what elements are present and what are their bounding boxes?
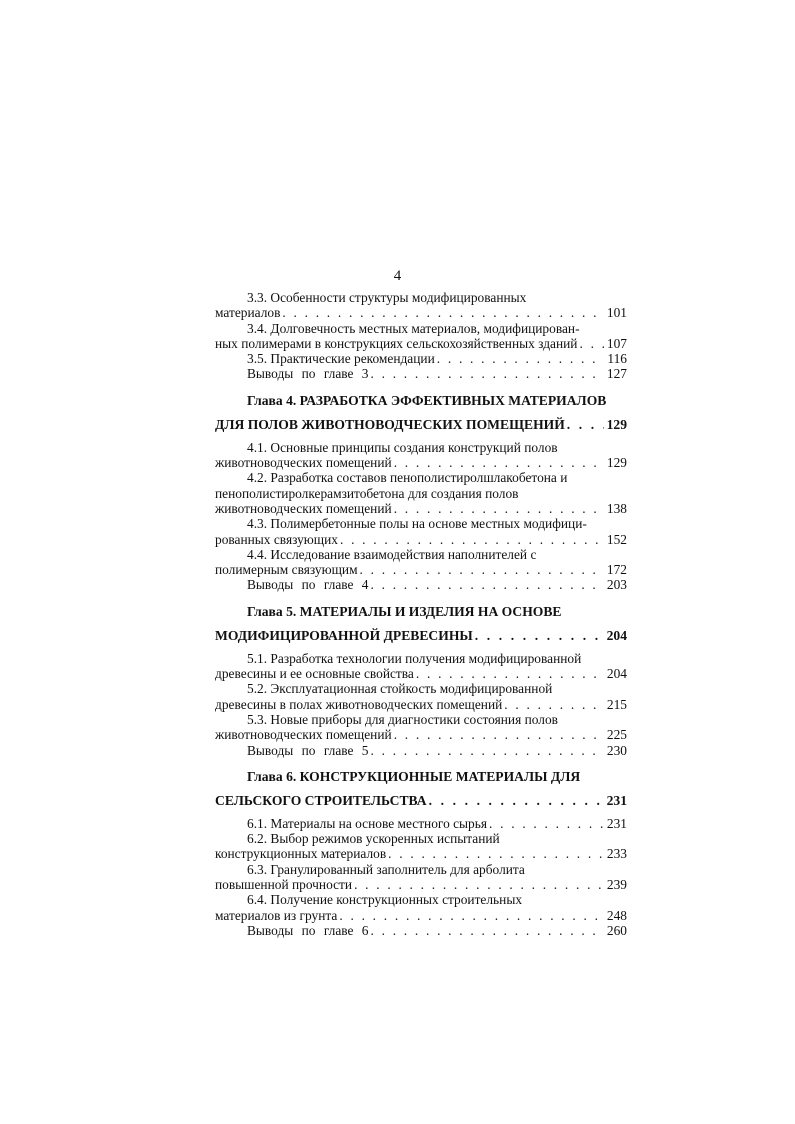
toc-entry-line bbox=[215, 666, 627, 681]
page-ref: 230 bbox=[606, 742, 627, 758]
dot-leader bbox=[394, 501, 604, 516]
entry-text: 5.2. Эксплуатационная стойкость модифицированной bbox=[247, 681, 553, 697]
dot-leader bbox=[354, 877, 604, 892]
toc-section bbox=[215, 603, 627, 758]
entry-text: 6.4. Получение конструкционных строительных bbox=[247, 892, 523, 908]
toc-section bbox=[215, 290, 627, 382]
toc-entry-line bbox=[215, 846, 627, 861]
table-of-contents bbox=[215, 290, 627, 938]
toc-entry-line bbox=[215, 562, 627, 577]
entry-text: 3.5. Практические рекомендации bbox=[247, 351, 435, 367]
toc-entry-line bbox=[215, 877, 627, 892]
page-ref: 204 bbox=[606, 666, 627, 682]
toc-entry-line bbox=[215, 321, 627, 336]
toc-entry-line bbox=[215, 532, 627, 547]
entry-text: животноводческих помещений bbox=[215, 727, 392, 743]
page-ref: 260 bbox=[606, 922, 627, 938]
dot-leader bbox=[371, 366, 604, 381]
entry-text: животноводческих помещений bbox=[215, 455, 392, 471]
page-ref: 129 bbox=[606, 416, 627, 432]
chapter-title-line: Глава 4. РАЗРАБОТКА ЭФФЕКТИВНЫХ МАТЕРИАЛОВ bbox=[247, 392, 607, 408]
page-ref: 172 bbox=[606, 562, 627, 578]
page-ref: 225 bbox=[606, 727, 627, 743]
page-ref: 107 bbox=[606, 335, 627, 351]
dot-leader bbox=[371, 577, 604, 592]
chapter-title-line: Глава 6. КОНСТРУКЦИОННЫЕ МАТЕРИАЛЫ ДЛЯ bbox=[247, 768, 581, 784]
dot-leader bbox=[339, 908, 604, 923]
summary-text: Выводы по главе 3 bbox=[247, 366, 369, 382]
entry-text: 3.4. Долговечность местных материалов, модифицирован- bbox=[247, 320, 580, 336]
dot-leader bbox=[475, 627, 604, 644]
toc-entry-line bbox=[215, 651, 627, 666]
page-ref: 231 bbox=[606, 815, 627, 831]
entry-text: 5.3. Новые приборы для диагностики состояния полов bbox=[247, 711, 558, 727]
page-number: 4 bbox=[393, 268, 402, 284]
toc-entry-line bbox=[215, 547, 627, 562]
chapter-heading-continued bbox=[215, 416, 627, 433]
page-ref: 215 bbox=[606, 696, 627, 712]
chapter-title-line: МОДИФИЦИРОВАННОЙ ДРЕВЕСИНЫ bbox=[215, 627, 473, 643]
dot-leader bbox=[416, 666, 604, 681]
summary-text: Выводы по главе 5 bbox=[247, 742, 369, 758]
toc-entry-line bbox=[215, 501, 627, 516]
page-ref: 233 bbox=[606, 846, 627, 862]
entry-text: 4.4. Исследование взаимодействия наполнителей с bbox=[247, 546, 537, 562]
entry-text: материалов bbox=[215, 305, 281, 321]
toc-entry-line bbox=[215, 470, 627, 485]
toc-entry-line bbox=[215, 908, 627, 923]
toc-entry-line bbox=[215, 712, 627, 727]
entry-text: 4.3. Полимербетонные полы на основе местных модифици- bbox=[247, 516, 587, 532]
chapter-heading bbox=[215, 392, 627, 409]
entry-text: древесины и ее основные свойства bbox=[215, 666, 414, 682]
page-ref: 129 bbox=[606, 455, 627, 471]
entry-text: 4.1. Основные принципы создания конструкций полов bbox=[247, 439, 558, 455]
chapter-summary bbox=[215, 366, 627, 381]
entry-text: 6.1. Материалы на основе местного сырья bbox=[247, 815, 488, 831]
toc-entry-line bbox=[215, 290, 627, 305]
dot-leader bbox=[394, 455, 604, 470]
entry-text: 6.3. Гранулированный заполнитель для арболита bbox=[247, 861, 525, 877]
toc-section bbox=[215, 392, 627, 593]
chapter-summary bbox=[215, 743, 627, 758]
chapter-heading bbox=[215, 603, 627, 620]
entry-text: 4.2. Разработка составов пенополистиролшлакобетона и bbox=[247, 470, 568, 486]
toc-entry-line bbox=[215, 831, 627, 846]
page-ref: 116 bbox=[607, 351, 627, 367]
dot-leader bbox=[504, 697, 604, 712]
chapter-title-line: ДЛЯ ПОЛОВ ЖИВОТНОВОДЧЕСКИХ ПОМЕЩЕНИЙ bbox=[215, 416, 565, 432]
toc-entry-line bbox=[215, 816, 627, 831]
summary-text: Выводы по главе 4 bbox=[247, 577, 369, 593]
dot-leader bbox=[579, 336, 603, 351]
toc-entry-line bbox=[215, 892, 627, 907]
chapter-summary bbox=[215, 923, 627, 938]
dot-leader bbox=[282, 305, 604, 320]
page-ref: 152 bbox=[606, 531, 627, 547]
entry-text: материалов из грунта bbox=[215, 907, 338, 923]
dot-leader bbox=[489, 816, 604, 831]
entry-text: животноводческих помещений bbox=[215, 500, 392, 516]
dot-leader bbox=[360, 562, 604, 577]
chapter-summary bbox=[215, 577, 627, 592]
chapter-heading bbox=[215, 768, 627, 785]
dot-leader bbox=[371, 743, 604, 758]
toc-entry-line bbox=[215, 516, 627, 531]
page-ref: 203 bbox=[606, 577, 627, 593]
toc-entry-line bbox=[215, 862, 627, 877]
toc-entry-line bbox=[215, 455, 627, 470]
dot-leader bbox=[394, 727, 604, 742]
chapter-title-line: Глава 5. МАТЕРИАЛЫ И ИЗДЕЛИЯ НА ОСНОВЕ bbox=[247, 603, 562, 619]
page-ref: 204 bbox=[606, 627, 627, 643]
entry-text: 6.2. Выбор режимов ускоренных испытаний bbox=[247, 831, 500, 847]
page-ref: 231 bbox=[606, 792, 627, 808]
entry-text: пенополистиролкерамзитобетона для создания полов bbox=[215, 485, 519, 501]
page-ref: 101 bbox=[606, 305, 627, 321]
toc-entry-line bbox=[215, 727, 627, 742]
entry-text: полимерным связующим bbox=[215, 562, 358, 578]
toc-entry-line bbox=[215, 681, 627, 696]
toc-entry-line bbox=[215, 351, 627, 366]
summary-text: Выводы по главе 6 bbox=[247, 922, 369, 938]
dot-leader bbox=[429, 792, 604, 809]
page-ref: 239 bbox=[606, 877, 627, 893]
entry-text: ных полимерами в конструкциях сельскохозяйственных зданий bbox=[215, 335, 578, 351]
toc-entry-line bbox=[215, 486, 627, 501]
dot-leader bbox=[340, 532, 604, 547]
chapter-title-line: СЕЛЬСКОГО СТРОИТЕЛЬСТВА bbox=[215, 792, 427, 808]
entry-text: рованных связующих bbox=[215, 531, 338, 547]
toc-entry-line bbox=[215, 336, 627, 351]
page-ref: 138 bbox=[606, 500, 627, 516]
entry-text: конструкционных материалов bbox=[215, 846, 387, 862]
dot-leader bbox=[371, 923, 604, 938]
chapter-heading-continued bbox=[215, 627, 627, 644]
dot-leader bbox=[567, 416, 604, 433]
toc-entry-line bbox=[215, 697, 627, 712]
toc-entry-line bbox=[215, 440, 627, 455]
chapter-heading-continued bbox=[215, 792, 627, 809]
page-ref: 248 bbox=[606, 907, 627, 923]
dot-leader bbox=[388, 846, 604, 861]
dot-leader bbox=[437, 351, 605, 366]
toc-section bbox=[215, 768, 627, 938]
entry-text: 3.3. Особенности структуры модифицированных bbox=[247, 290, 527, 305]
entry-text: повышенной прочности bbox=[215, 877, 353, 893]
toc-entry-line bbox=[215, 305, 627, 320]
entry-text: древесины в полах животноводческих помещений bbox=[215, 696, 503, 712]
entry-text: 5.1. Разработка технологии получения модифицированной bbox=[247, 650, 582, 666]
page-ref: 127 bbox=[606, 366, 627, 382]
